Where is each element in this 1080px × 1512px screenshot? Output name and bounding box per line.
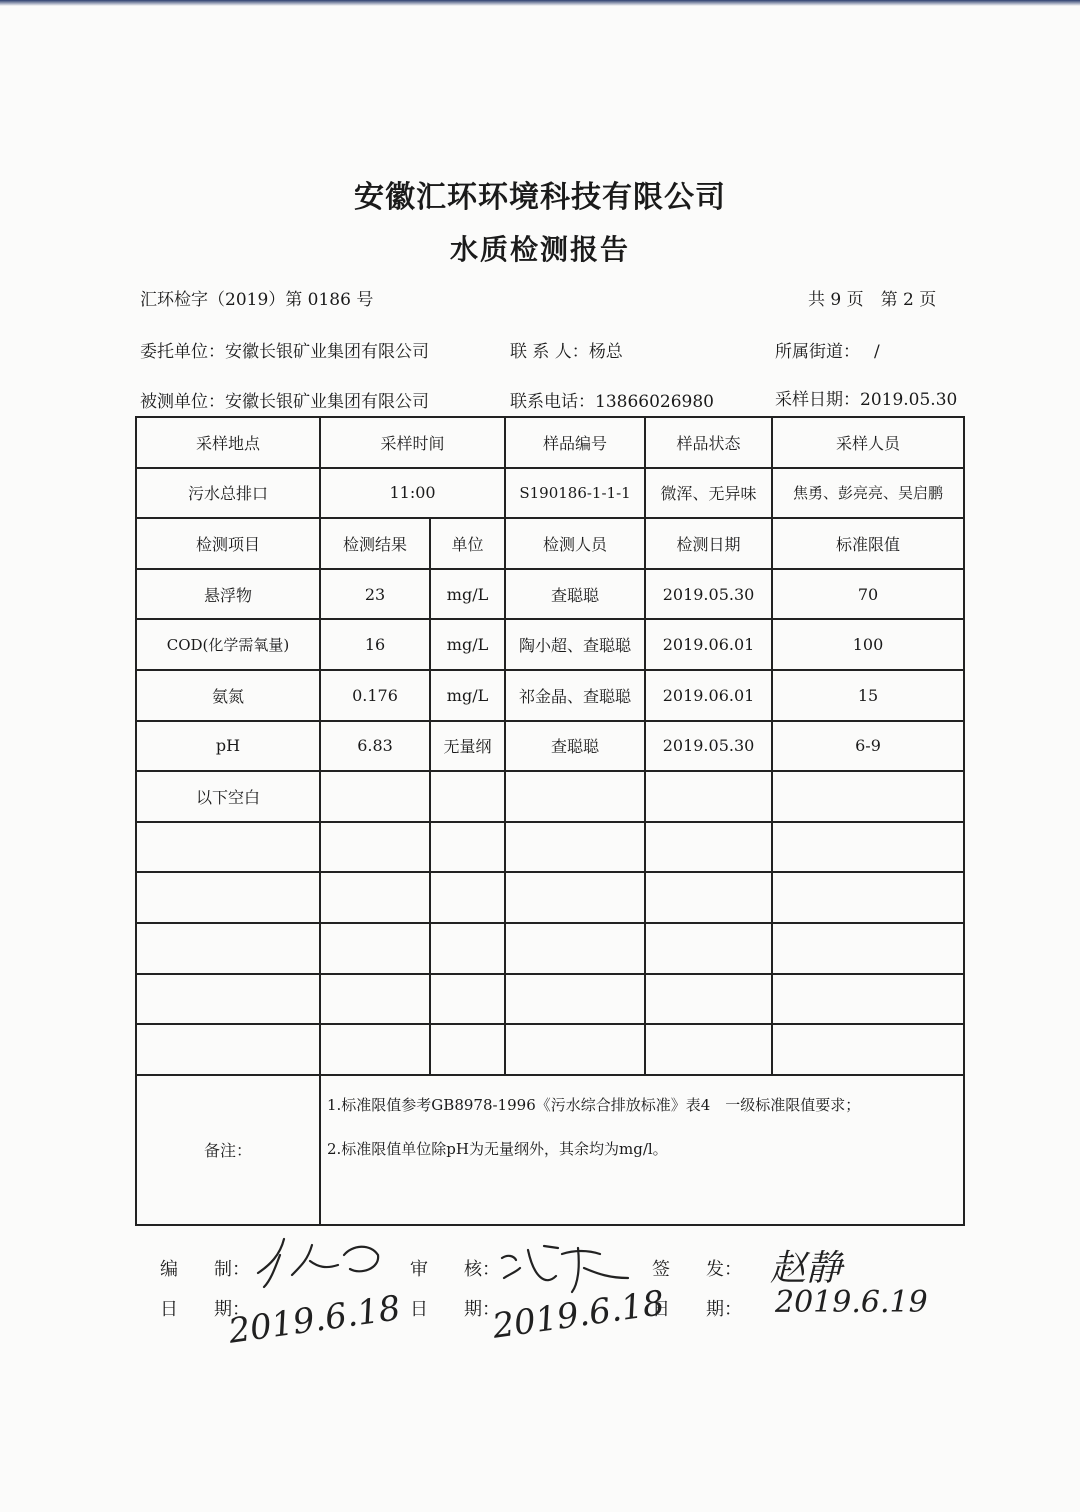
sample-cell: 焦勇、彭亮亮、吴启鹏: [772, 468, 964, 519]
table-cell: COD(化学需氧量): [136, 619, 320, 670]
issue-signature: 赵静: [770, 1248, 843, 1289]
table-cell: [505, 771, 645, 822]
notes-label: 备注：: [136, 1075, 320, 1225]
header-cell: 采样人员: [772, 417, 964, 468]
table-cell: [320, 771, 430, 822]
notes-content: [320, 1075, 964, 1225]
table-cell: 祁金晶、查聪聪: [505, 670, 645, 721]
contact-value: 杨总: [588, 342, 623, 362]
test-header-row: [136, 518, 964, 569]
note-line-2: 2.标准限值单位除pH为无量纲外，其余均为mg/l。: [327, 1139, 668, 1158]
contact-label: 联 系 人：: [510, 342, 589, 362]
phone-label: 联系电话：: [510, 392, 595, 412]
table-cell: mg/L: [430, 670, 505, 721]
table-cell: 悬浮物: [136, 569, 320, 620]
sampling-date-value: 2019.05.30: [860, 390, 958, 410]
table-cell: 以下空白: [136, 771, 320, 822]
table-cell: [772, 771, 964, 822]
report-number: 汇环检字（2019）第 0186 号: [140, 290, 374, 310]
sample-cell: S190186-1-1-1: [505, 468, 645, 519]
compile-date-handwritten: 2019.6.18: [226, 1288, 403, 1352]
table-cell: [430, 771, 505, 822]
empty-row: [136, 923, 964, 974]
table-cell: 查聪聪: [505, 721, 645, 772]
report-title: 水质检测报告: [449, 233, 630, 266]
issue-date-label: 日 期：: [652, 1299, 742, 1320]
page-count: 共 9 页 第 2 页: [808, 290, 937, 310]
table-cell: 0.176: [320, 670, 430, 721]
table-row: [136, 670, 964, 721]
compile-label: 编 制：: [160, 1259, 250, 1280]
empty-row: [136, 1024, 964, 1075]
phone-line: [510, 387, 714, 412]
street-line: [775, 337, 880, 362]
compile-date-label: 日 期：: [160, 1299, 250, 1320]
tested-label: 被测单位：: [140, 392, 225, 412]
table-cell: 6.83: [320, 721, 430, 772]
note-line-1: 1.标准限值参考GB8978-1996《污水综合排放标准》表4 一级标准限值要求；: [327, 1095, 861, 1114]
header-cell: 单位: [430, 518, 505, 569]
sample-cell: 11:00: [320, 468, 505, 519]
sample-cell: 污水总排口: [136, 468, 320, 519]
empty-row: [136, 974, 964, 1025]
table-cell: pH: [136, 721, 320, 772]
review-date-handwritten: 2019.6.18: [490, 1283, 667, 1347]
table-cell: 6-9: [772, 721, 964, 772]
street-label: 所属街道：: [775, 342, 860, 362]
table-cell: [645, 771, 772, 822]
sampling-date-label: 采样日期：: [775, 390, 860, 410]
table-cell: 15: [772, 670, 964, 721]
header-cell: 采样时间: [320, 417, 505, 468]
table-cell: 陶小超、查聪聪: [505, 619, 645, 670]
header-cell: 检测项目: [136, 518, 320, 569]
header-cell: 检测人员: [505, 518, 645, 569]
table-cell: 100: [772, 619, 964, 670]
table-cell: 无量纲: [430, 721, 505, 772]
table-cell: mg/L: [430, 569, 505, 620]
tested-value: 安徽长银矿业集团有限公司: [225, 392, 429, 412]
sampling-date-line: [775, 385, 957, 410]
header-cell: 标准限值: [772, 518, 964, 569]
sample-row: [136, 468, 964, 519]
table-cell: 2019.05.30: [645, 569, 772, 620]
client-value: 安徽长银矿业集团有限公司: [225, 342, 429, 362]
results-table: [135, 416, 965, 1226]
header-cell: 检测结果: [320, 518, 430, 569]
sample-cell: 微浑、无异味: [645, 468, 772, 519]
table-cell: 2019.06.01: [645, 670, 772, 721]
table-cell: 16: [320, 619, 430, 670]
table-cell: 查聪聪: [505, 569, 645, 620]
sample-header-row: [136, 417, 964, 468]
phone-value: 13866026980: [595, 392, 714, 412]
table-row: [136, 569, 964, 620]
header-cell: 样品编号: [505, 417, 645, 468]
compile-signature: [240, 1225, 400, 1295]
table-cell: 2019.06.01: [645, 619, 772, 670]
table-cell: 氨氮: [136, 670, 320, 721]
table-cell: 2019.05.30: [645, 721, 772, 772]
client-line: [140, 337, 429, 362]
client-label: 委托单位：: [140, 342, 225, 362]
header-cell: 采样地点: [136, 417, 320, 468]
contact-line: [510, 337, 623, 362]
street-value: /: [874, 342, 880, 362]
company-title: 安徽汇环环境科技有限公司: [354, 180, 726, 215]
issue-label: 签 发：: [652, 1259, 742, 1280]
review-date-label: 日 期：: [410, 1299, 500, 1320]
header-cell: 检测日期: [645, 518, 772, 569]
empty-row: [136, 822, 964, 873]
table-cell: 70: [772, 569, 964, 620]
table-row: [136, 721, 964, 772]
table-cell: mg/L: [430, 619, 505, 670]
empty-row: [136, 872, 964, 923]
table-row: [136, 619, 964, 670]
notes-row: [136, 1075, 964, 1225]
table-cell: 23: [320, 569, 430, 620]
header-cell: 样品状态: [645, 417, 772, 468]
page-top-edge: [0, 0, 1080, 6]
table-row: [136, 771, 964, 822]
tested-line: [140, 387, 429, 412]
review-label: 审 核：: [410, 1259, 500, 1280]
issue-date-handwritten: 2019.6.19: [775, 1285, 928, 1320]
